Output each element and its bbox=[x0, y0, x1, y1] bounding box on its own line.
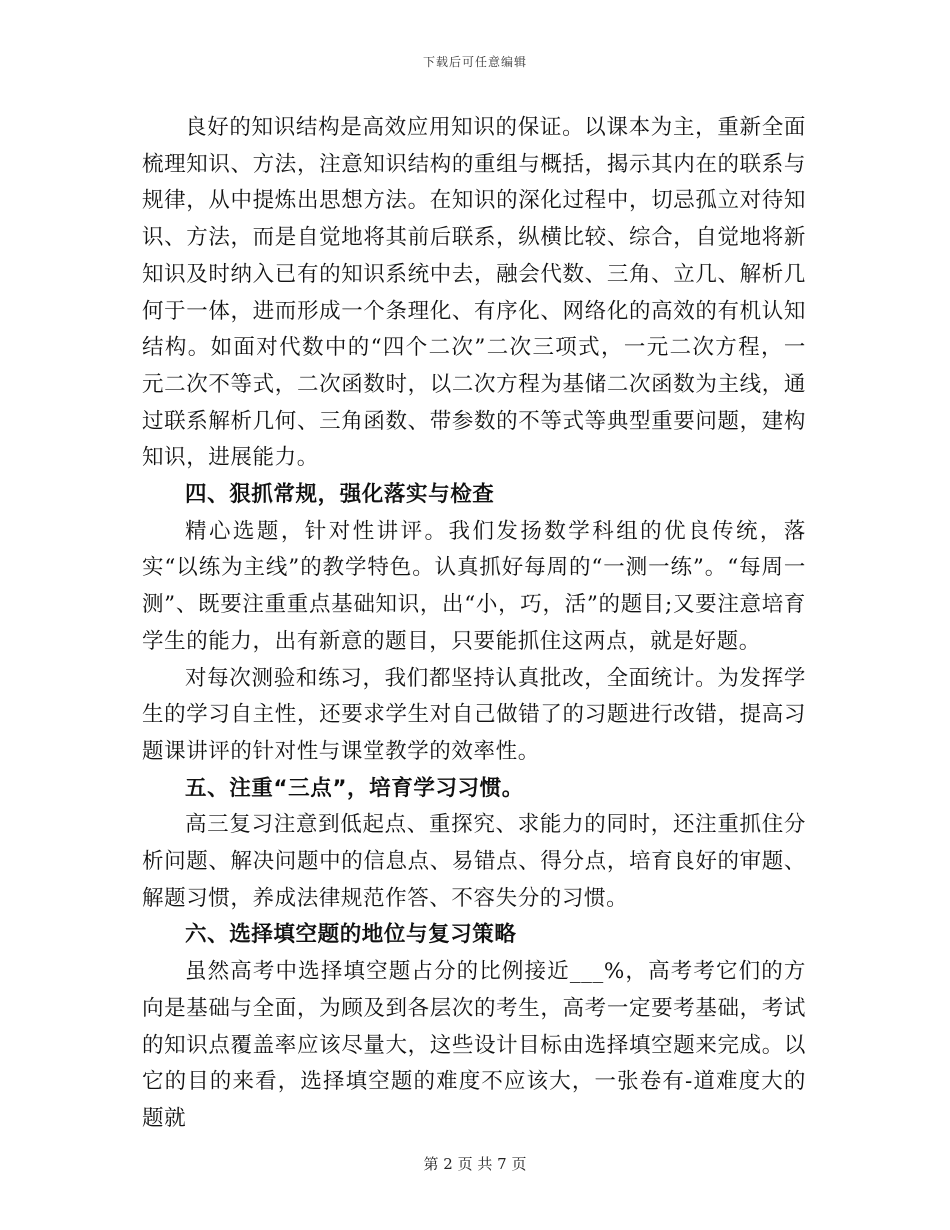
paragraph-knowledge-structure: 良好的知识结构是高效应用知识的保证。以课本为主，重新全面梳理知识、方法，注意知识结构的重组与概括，揭示其内在的联系与规律，从中提炼出思想方法。在知识的深化过程中，切忌孤立对待知识、方法，而是自觉地将其前后联系，纵横比较、综合，自觉地将新知识及时纳入已有的知识系统中去，融会代数、三角、立几、解析几何于一体，进而形成一个条理化、有序化、网络化的高效的有机认知结构。如面对代数中的“四个二次”二次三项式，一元二次方程，一元二次不等式，二次函数时，以二次方程为基储二次函数为主线，通过联系解析几何、三角函数、带参数的不等式等典型重要问题，建构知识，进展能力。 bbox=[142, 115, 806, 471]
paragraph-grading: 对每次测验和练习，我们都坚持认真批改，全面统计。为发挥学生的学习自主性，还要求学生对自己做错了的习题进行改错，提高习题课讲评的针对性与课堂教学的效率性。 bbox=[142, 665, 806, 764]
section-heading-6: 六、选择填空题的地位与复习策略 bbox=[185, 922, 517, 948]
paragraph-question-selection: 精心选题，针对性讲评。我们发扬数学科组的优良传统，落实“以练为主线”的教学特色。认真抓好每周的“一测一练”。“每周一测”、既要注重重点基础知识，出“小，巧，活”的题目;又要注意培育学生的能力，出有新意的题目，只要能抓住这两点，就是好题。 bbox=[142, 518, 806, 654]
paragraph-multiple-choice: 虽然高考中选择填空题占分的比例接近___%，高考考它们的方向是基础与全面，为顾及到各层次的考生，高考一定要考基础，考试的知识点覆盖率应该尽量大，这些设计目标由选择填空题来完成。以它的目的来看，选择填空题的难度不应该大，一张卷有-道难度大的题就 bbox=[142, 959, 806, 1131]
paragraph-three-points: 高三复习注意到低起点、重探究、求能力的同时，还注重抓住分析问题、解决问题中的信息点、易错点、得分点，培育良好的审题、解题习惯，养成法律规范作答、不容失分的习惯。 bbox=[142, 812, 806, 911]
document-body bbox=[142, 110, 806, 1138]
section-heading-4: 四、狠抓常规，强化落实与检查 bbox=[185, 482, 495, 508]
section-heading-5: 五、注重“三点”，培育学习习惯。 bbox=[185, 775, 524, 801]
page-header: 下载后可任意编辑 bbox=[422, 55, 527, 69]
page-number: 第 2 页 共 7 页 bbox=[423, 1155, 527, 1173]
